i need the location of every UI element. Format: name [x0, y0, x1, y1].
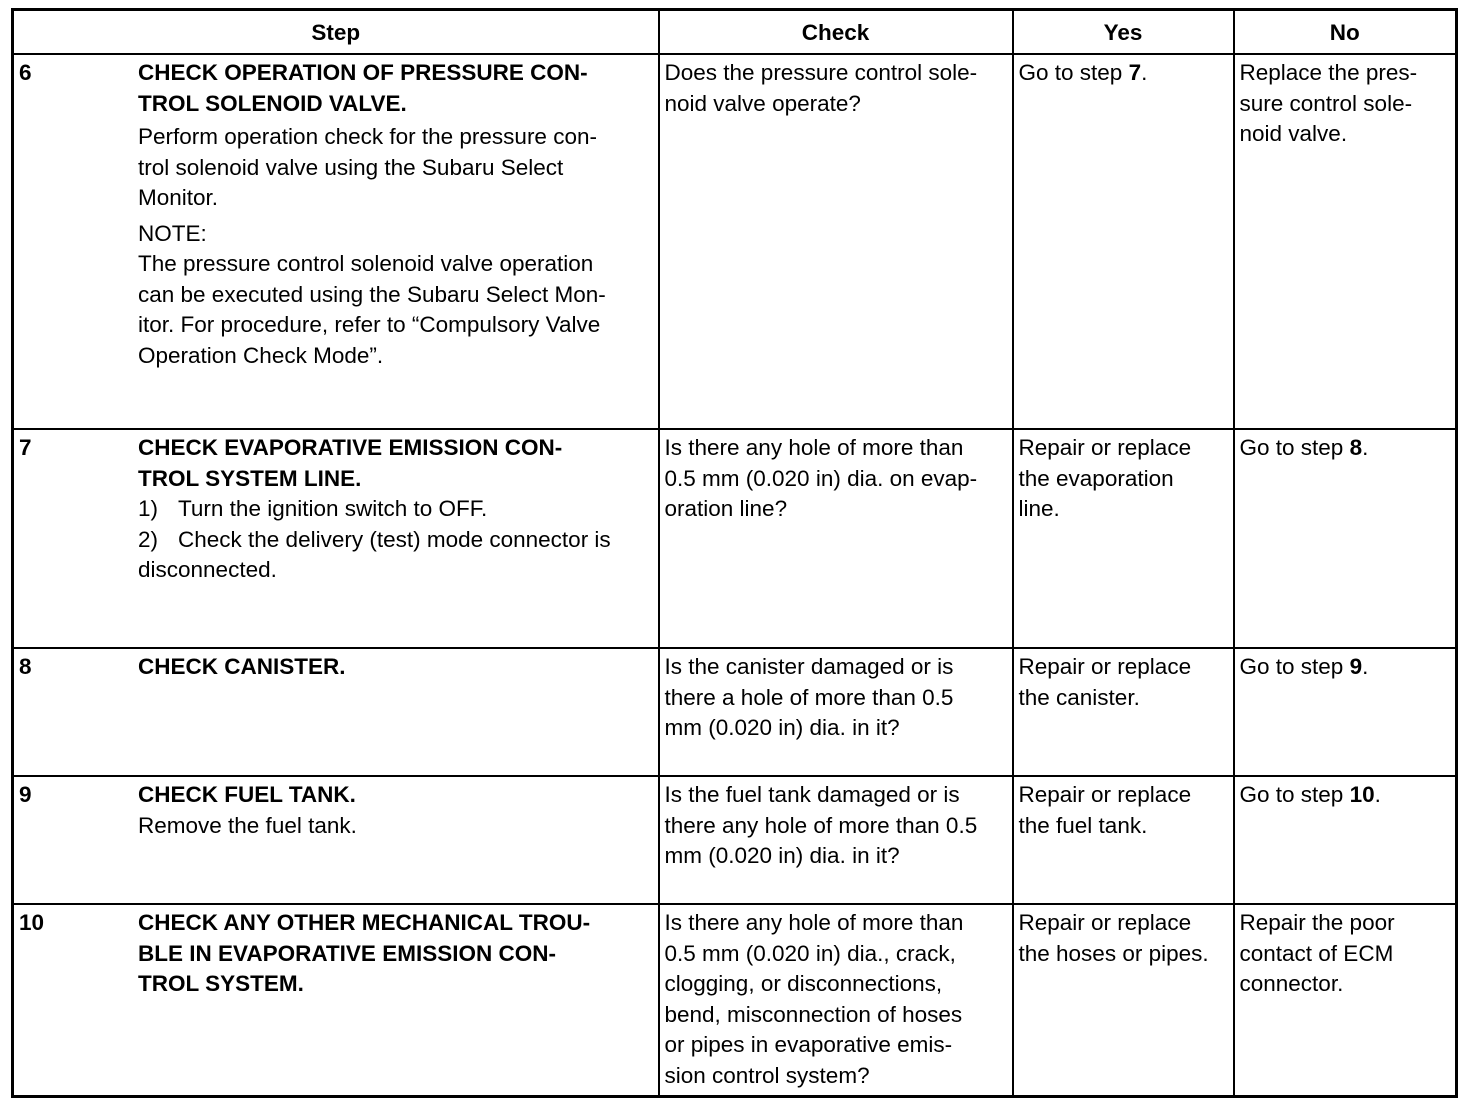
list-item-text: Turn the ignition switch to OFF. [178, 496, 488, 521]
step-title [138, 780, 654, 811]
check-text-line: clogging, or disconnections, [664, 971, 943, 996]
goto-step-number: 10 [1349, 782, 1375, 807]
step-title-line: CHECK CANISTER. [138, 654, 346, 679]
table-row-9 [13, 776, 1457, 904]
goto-text: Go to step [1018, 60, 1129, 85]
header-row [13, 10, 1457, 55]
no-goto [1235, 430, 1456, 468]
check-text-line: there any hole of more than 0.5 [664, 812, 978, 838]
goto-text: Go to step [1239, 654, 1350, 679]
list-item-number: 1) [138, 496, 159, 521]
check-text-line: mm (0.020 in) dia. in it? [664, 843, 900, 868]
check-text-line: there a hole of more than 0.5 [664, 684, 954, 710]
goto-suffix: . [1362, 654, 1369, 679]
list-item-text: Check the delivery (test) mode connector is [178, 526, 611, 552]
header-check: Check [659, 10, 1013, 55]
step-cell [13, 904, 659, 1097]
check-text-line: Is the fuel tank damaged or is [664, 782, 960, 807]
note-text [138, 249, 654, 371]
note-text-line: itor. For procedure, refer to “Compulsory Valve [138, 312, 601, 337]
yes-cell [1013, 904, 1234, 1097]
yes-text-line: the canister. [1018, 684, 1140, 710]
check-text-line: bend, misconnection of hoses [664, 1001, 963, 1027]
list-item [138, 494, 654, 525]
check-text-line: oration line? [664, 496, 788, 521]
step-title-line: TROL SOLENOID VALVE. [138, 90, 407, 116]
step-number: 7 [19, 435, 32, 460]
yes-text-line: Repair or replace [1018, 435, 1192, 460]
yes-text-line: Repair or replace [1018, 782, 1192, 807]
step-text-line: trol solenoid valve using the Subaru Select [138, 154, 564, 180]
goto-suffix: . [1141, 60, 1148, 85]
step-title-line: TROL SYSTEM LINE. [138, 465, 362, 491]
no-text-line: sure control sole- [1239, 90, 1413, 116]
yes-cell [1013, 54, 1234, 429]
no-cell [1234, 429, 1457, 648]
step-cell [13, 648, 659, 776]
no-goto [1235, 777, 1456, 815]
step-body [138, 780, 654, 841]
no-cell [1234, 54, 1457, 429]
check-text-line: Is there any hole of more than [664, 910, 964, 935]
table-row-8 [13, 648, 1457, 776]
check-text-line: Does the pressure control sole- [664, 60, 978, 85]
no-text-line: contact of ECM [1239, 940, 1394, 966]
goto-step-number: 8 [1349, 435, 1363, 460]
note-text-line: The pressure control solenoid valve operation [138, 251, 594, 276]
goto-text: Go to step [1239, 782, 1350, 807]
goto-step-number: 7 [1128, 60, 1142, 85]
list-item-number: 2) [138, 526, 159, 552]
header-yes: Yes [1013, 10, 1234, 55]
step-instructions [138, 122, 654, 214]
no-text-line: noid valve. [1239, 121, 1348, 146]
header-step: Step [13, 10, 659, 55]
yes-text-line: the evaporation [1018, 465, 1174, 491]
check-text-line: Is there any hole of more than [664, 435, 964, 460]
step-text-line: Remove the fuel tank. [138, 812, 357, 838]
goto-suffix: . [1362, 435, 1369, 460]
table-row-6 [13, 54, 1457, 429]
no-text-line: Replace the pres- [1239, 60, 1418, 85]
table-row-7 [13, 429, 1457, 648]
check-text-line: noid valve operate? [664, 90, 861, 116]
no-cell [1234, 648, 1457, 776]
step-title-line: BLE IN EVAPORATIVE EMISSION CON- [138, 940, 556, 966]
step-title-line: CHECK EVAPORATIVE EMISSION CON- [138, 435, 563, 460]
step-number: 8 [19, 654, 32, 679]
step-title [138, 58, 654, 119]
check-cell [659, 429, 1013, 648]
yes-cell [1013, 648, 1234, 776]
note-text-line: Operation Check Mode”. [138, 342, 384, 368]
step-cell [13, 54, 659, 429]
check-text-line: sion control system? [664, 1062, 870, 1088]
step-number: 9 [19, 782, 32, 807]
yes-cell [1013, 429, 1234, 648]
yes-text-line: the fuel tank. [1018, 812, 1148, 838]
check-text-line: or pipes in evaporative emis- [664, 1032, 953, 1057]
no-cell [1234, 904, 1457, 1097]
diagnostic-table [11, 8, 1458, 1098]
step-title-line: TROL SYSTEM. [138, 971, 304, 996]
yes-cell [1013, 776, 1234, 904]
step-body [138, 652, 654, 683]
goto-suffix: . [1374, 782, 1381, 807]
check-cell [659, 904, 1013, 1097]
step-title-line: CHECK FUEL TANK. [138, 782, 356, 807]
step-body [138, 908, 654, 1000]
step-cell [13, 429, 659, 648]
yes-text-line: Repair or replace [1018, 910, 1192, 935]
step-cell [13, 776, 659, 904]
list-item-text-continued: disconnected. [138, 557, 277, 582]
list-item [138, 525, 654, 556]
step-body [138, 58, 654, 371]
table-row-10 [13, 904, 1457, 1097]
goto-text: Go to step [1239, 435, 1350, 460]
check-text-line: 0.5 mm (0.020 in) dia. on evap- [664, 465, 978, 491]
step-title-line: CHECK ANY OTHER MECHANICAL TROU- [138, 910, 591, 935]
check-text-line: 0.5 mm (0.020 in) dia., crack, [664, 940, 956, 966]
step-title [138, 908, 654, 1000]
step-body [138, 433, 654, 586]
no-cell [1234, 776, 1457, 904]
step-title-line: CHECK OPERATION OF PRESSURE CON- [138, 60, 588, 85]
yes-text-line: line. [1018, 496, 1060, 521]
note-text-line: can be executed using the Subaru Select Mon- [138, 281, 606, 307]
step-number: 10 [19, 910, 45, 935]
note-label: NOTE: [138, 220, 207, 246]
step-number: 6 [19, 60, 32, 85]
step-text-line: Monitor. [138, 185, 219, 210]
check-text-line: mm (0.020 in) dia. in it? [664, 715, 900, 740]
step-title [138, 652, 654, 683]
yes-goto [1014, 55, 1233, 93]
step-title [138, 433, 654, 494]
step-text-line: Perform operation check for the pressure con- [138, 124, 597, 149]
no-goto [1235, 649, 1456, 687]
check-cell [659, 648, 1013, 776]
yes-text-line: Repair or replace [1018, 654, 1192, 679]
check-cell [659, 54, 1013, 429]
header-no: No [1234, 10, 1457, 55]
check-text-line: Is the canister damaged or is [664, 654, 954, 679]
no-text-line: connector. [1239, 971, 1344, 996]
goto-step-number: 9 [1349, 654, 1363, 679]
yes-text-line: the hoses or pipes. [1018, 940, 1209, 966]
no-text-line: Repair the poor [1239, 910, 1395, 935]
check-cell [659, 776, 1013, 904]
